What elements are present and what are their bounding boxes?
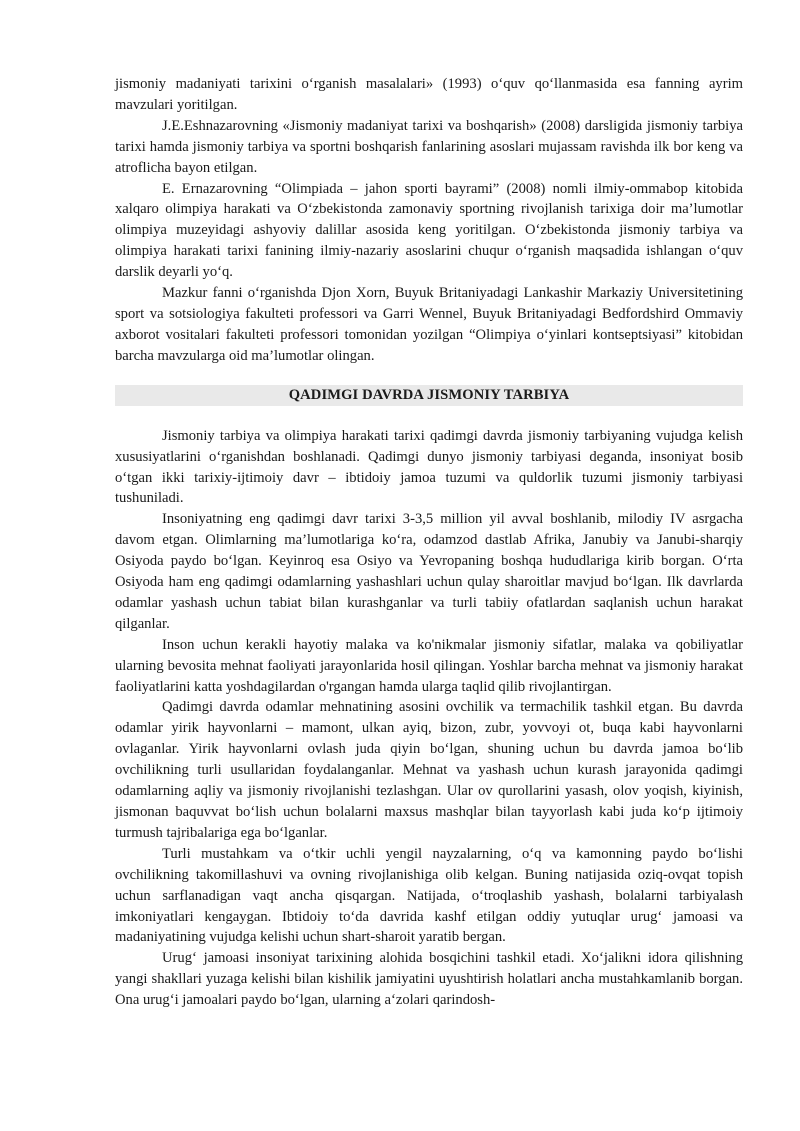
body-paragraph: Urug‘ jamoasi insoniyat tarixining alohida bosqichini tashkil etadi. Xo‘jalikni idora qilishning yangi shakllari yuzaga kelishi bilan kishilik jamiyatini uyushtirish holatlari ancha mustahkamlanib borgan. Ona urug‘i jamoalari paydo bo‘lgan, ularning a‘zolari qarindosh-	[115, 950, 743, 1009]
paragraph-sources: Mazkur fanni o‘rganishda Djon Xorn, Buyuk Britaniyadagi Lankashir Markaziy Universitetining sport va sotsiologiya fakulteti professori va Garri Wennel, Buyuk Britaniyadagi Bedfordshird Ommaviy axborot vositalari fakulteti professori tomonidan yozilgan “Olimpiya o‘yinlari kontseptsiyasi” kitobidan barcha mavzularga oid ma’lumotlar olingan.	[115, 285, 743, 364]
body-paragraph: Qadimgi davrda odamlar mehnatining asosini ovchilik va termachilik tashkil etgan. Bu davrda odamlar yirik hayvonlarni – mamont, ulkan ayiq, bizon, zubr, yovvoyi ot, buqa kabi hayvonlarni ovlaganlar. Yirik hayvonlarni ovlash juda qiyin bo‘lgan, shuning uchun bu davrda jamoa bo‘lib ovchilikning turli usullaridan foydalanganlar. Mehnat va yashash uchun kurash jarayonida qadimgi odamlarning aqliy va jismoniy rivojlanishi tezlashgan. Ular ov qurollarini yasash, olov yoqish, kiyinish, jismonan baquvvat bo‘lish uchun bolalarni maxsus mashqlar bilan tayyorlash kabi juda ko‘p ijtimoiy turmush tajribalariga ega bo‘lganlar.	[115, 699, 743, 841]
body-paragraph: Insoniyatning eng qadimgi davr tarixi 3-3,5 million yil avval boshlanib, milodiy IV asrgacha davom etgan. Olimlarning ma’lumotlariga ko‘ra, odamzod dastlab Afrika, Janubiy va Janubi-sharqiy Osiyoda paydo bo‘lgan. Keyinroq esa Osiyo va Yevropaning boshqa hududlariga kirib borgan. O‘rta Osiyoda ham eng qadimgi odamlarning yashashlari uchun qulay sharoitlar mavjud bo‘lgan. Ilk davrlarda odamlar yashash uchun tabiat bilan kurashganlar va turli tabiiy ofatlardan saqlanish uchun harakat qilganlar.	[115, 511, 743, 632]
body-paragraph: Jismoniy tarbiya va olimpiya harakati tarixi qadimgi davrda jismoniy tarbiyaning vujudga kelish xususiyatlarini o‘rganishdan boshlanadi. Qadimgi dunyo jismoniy tarbiyasi deganda, insoniyat bosib o‘tgan ikki tarixiy-ijtimoiy davr – ibtidoiy jamoa tuzumi va quldorlik tuzumi jismoniy tarbiyasi tushuniladi.	[115, 427, 743, 507]
paragraph-eshnazarov: J.E.Eshnazarovning «Jismoniy madaniyat tarixi va boshqarish» (2008) darsligida jismoniy tarbiya tarixi hamda jismoniy tarbiya va sportni boshqarish fanlarining asoslari mujassam ravishda ilk bor keng va atroflicha bayon etilgan.	[115, 117, 743, 176]
body-paragraph: Turli mustahkam va o‘tkir uchli yengil nayzalarning, o‘q va kamonning paydo bo‘lishi ovchilikning takomillashuvi va ovning rivojlanishiga olib kelgan. Buning natijasida oziq-ovqat topish uchun sarflanadigan vaqt ancha qisqargan. Natijada, o‘troqlashib yashash, bolalarni tarbiyalash imkoniyatlari kengaygan. Ibtidoiy to‘da davrida kashf etilgan oddiy yutuqlar urug‘ jamoasi va madaniyatining vujudga kelishi uchun shart-sharoit yaratib bergan.	[115, 845, 743, 946]
paragraph-intro-continuation: jismoniy madaniyati tarixini o‘rganish masalalari» (1993) o‘quv qo‘llanmasida esa fanning ayrim mavzulari yoritilgan.	[115, 76, 743, 113]
paragraph-ernazarov: E. Ernazarovning “Olimpiada – jahon sporti bayrami” (2008) nomli ilmiy-ommabop kitobida xalqaro olimpiya harakati va O‘zbekistonda zamonaviy sportning rivojlanish tarixiga doir ma’lumotlar olimpiya muzeyidagi ashyoviy dalillar asosida keng yoritilgan. O‘zbekistonda jismoniy tarbiya va olimpiya harakati tarixi fanining ilmiy-nazariy asoslarini chuqur o‘rganish maqsadida ishlangan o‘quv darslik deyarli yo‘q.	[115, 180, 743, 281]
document-page	[115, 74, 743, 1011]
section-heading: QADIMGI DAVRDA JISMONIY TARBIYA	[115, 385, 743, 406]
body-paragraph: Inson uchun kerakli hayotiy malaka va ko'nikmalar jismoniy sifatlar, malaka va qobiliyatlar ularning bevosita mehnat faoliyati jarayonlarida hosil qilingan. Yoshlar barcha mehnat va jismoniy harakat faoliyatlarini katta yoshdagilardan o'rgangan hamda ularga taqlid qilib rivojlantirgan.	[115, 636, 743, 695]
